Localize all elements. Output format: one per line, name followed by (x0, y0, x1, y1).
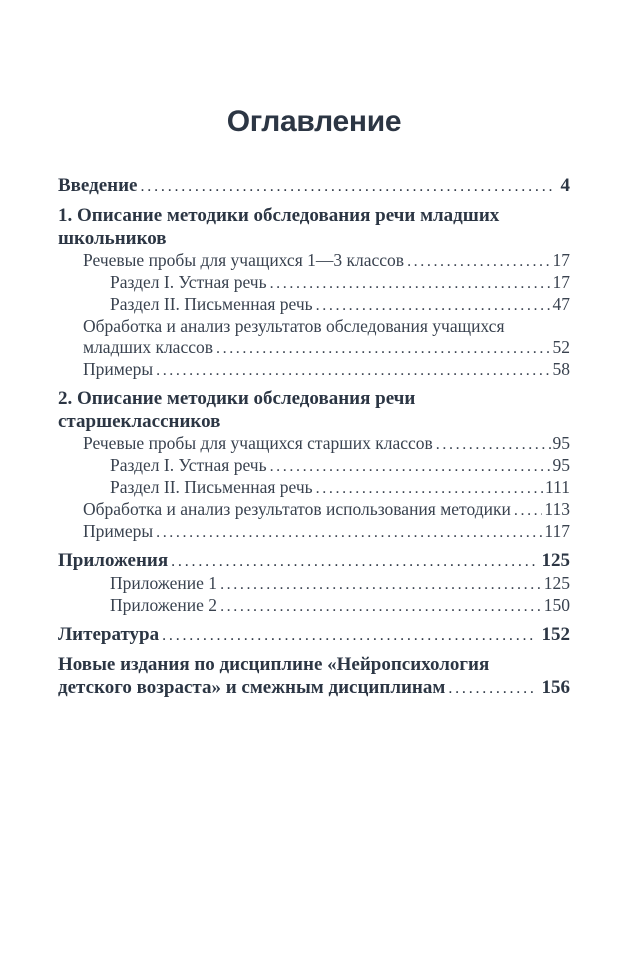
toc-entry-text: Обработка и анализ результатов обследования учащихся (83, 316, 505, 336)
toc-entry-text: 1. Описание методики обследования речи младших (58, 205, 500, 226)
page-number: 4 (560, 175, 570, 196)
dot-leader (270, 455, 551, 477)
toc-entry (58, 316, 570, 359)
toc-entry-line (83, 250, 570, 272)
toc-entry-line (83, 337, 570, 359)
page-number: 111 (545, 477, 570, 497)
toc-entry (58, 250, 570, 272)
toc-entry (58, 387, 570, 433)
page-number: 17 (552, 250, 570, 270)
toc-entry-line (58, 676, 570, 700)
toc-entry-line (83, 359, 570, 381)
dot-leader (171, 549, 536, 573)
toc-entry-line (110, 294, 570, 316)
toc-entry (58, 521, 570, 543)
toc-entry-line (58, 387, 570, 410)
toc-list (58, 174, 570, 700)
toc-entry (58, 294, 570, 316)
toc-entry (58, 623, 570, 647)
toc-entry-text: 2. Описание методики обследования речи (58, 388, 416, 409)
page-number: 156 (541, 677, 570, 698)
document-page (0, 102, 627, 969)
toc-entry-text: Примеры (83, 521, 154, 541)
dot-leader (316, 477, 543, 499)
toc-entry-line (83, 499, 570, 521)
toc-entry (58, 477, 570, 499)
toc-entry-line (110, 272, 570, 294)
toc-entry-text: младших классов (83, 337, 213, 357)
toc-entry-text: Новые издания по дисциплине «Нейропсихология (58, 654, 490, 675)
page-number: 52 (552, 337, 570, 357)
page-number: 47 (552, 294, 570, 314)
page-number: 17 (552, 272, 570, 292)
toc-entry-line (83, 433, 570, 455)
dot-leader (156, 359, 550, 381)
page-number: 152 (541, 624, 570, 645)
page-number: 113 (544, 499, 570, 519)
dot-leader (270, 272, 551, 294)
toc-entry-line (58, 174, 570, 198)
toc-entry-line (110, 477, 570, 499)
toc-entry (58, 433, 570, 455)
dot-leader (216, 337, 551, 359)
page-number: 95 (552, 455, 570, 475)
page-number: 95 (552, 433, 570, 453)
toc-entry-line (58, 410, 570, 433)
dot-leader (448, 676, 536, 700)
page-number: 117 (544, 521, 570, 541)
toc-entry-text: Обработка и анализ результатов использования методики (83, 499, 511, 519)
toc-entry-line (110, 573, 570, 595)
dot-leader (220, 595, 542, 617)
page-title: Оглавление (226, 105, 402, 138)
toc-entry-text: Раздел II. Письменная речь (110, 477, 313, 497)
dot-leader (141, 174, 556, 198)
toc-entry (58, 204, 570, 250)
toc-entry (58, 174, 570, 198)
toc-entry-line (58, 549, 570, 573)
dot-leader (436, 433, 551, 455)
toc-entry-text: школьников (58, 228, 167, 249)
toc-entry-text: Раздел I. Устная речь (110, 455, 267, 475)
toc-entry-text: Речевые пробы для учащихся старших классов (83, 433, 433, 453)
toc-entry-text: Раздел I. Устная речь (110, 272, 267, 292)
page-number: 58 (552, 359, 570, 379)
toc-entry-line (58, 653, 570, 676)
toc-entry (58, 455, 570, 477)
toc-entry-line (58, 227, 570, 250)
dot-leader (407, 250, 550, 272)
toc-entry (58, 272, 570, 294)
toc-entry-line (83, 521, 570, 543)
toc-entry (58, 499, 570, 521)
dot-leader (316, 294, 551, 316)
page-number: 150 (543, 595, 570, 615)
toc-entry-text: Литература (58, 624, 160, 645)
toc-entry-line (110, 595, 570, 617)
dot-leader (514, 499, 543, 521)
toc-entry-text: старшеклассников (58, 411, 221, 432)
toc-entry-text: Примеры (83, 359, 154, 379)
toc-entry-line (58, 204, 570, 227)
toc-entry-text: Введение (58, 175, 138, 196)
toc-entry (58, 549, 570, 573)
toc-entry (58, 359, 570, 381)
toc-entry-text: Приложение 2 (110, 595, 218, 615)
toc-entry-line (83, 316, 570, 337)
toc-entry-text: Речевые пробы для учащихся 1—3 классов (83, 250, 405, 270)
dot-leader (156, 521, 542, 543)
toc-entry-text: Раздел II. Письменная речь (110, 294, 313, 314)
toc-entry (58, 653, 570, 700)
toc-entry-text: детского возраста» и смежным дисциплинам (58, 677, 446, 698)
page-number: 125 (543, 573, 570, 593)
toc-entry (58, 595, 570, 617)
toc-entry (58, 573, 570, 595)
toc-entry-line (58, 623, 570, 647)
dot-leader (162, 623, 536, 647)
toc-entry-line (110, 455, 570, 477)
page-number: 125 (541, 550, 570, 571)
toc-entry-text: Приложение 1 (110, 573, 218, 593)
toc-entry-text: Приложения (58, 550, 169, 571)
dot-leader (220, 573, 542, 595)
